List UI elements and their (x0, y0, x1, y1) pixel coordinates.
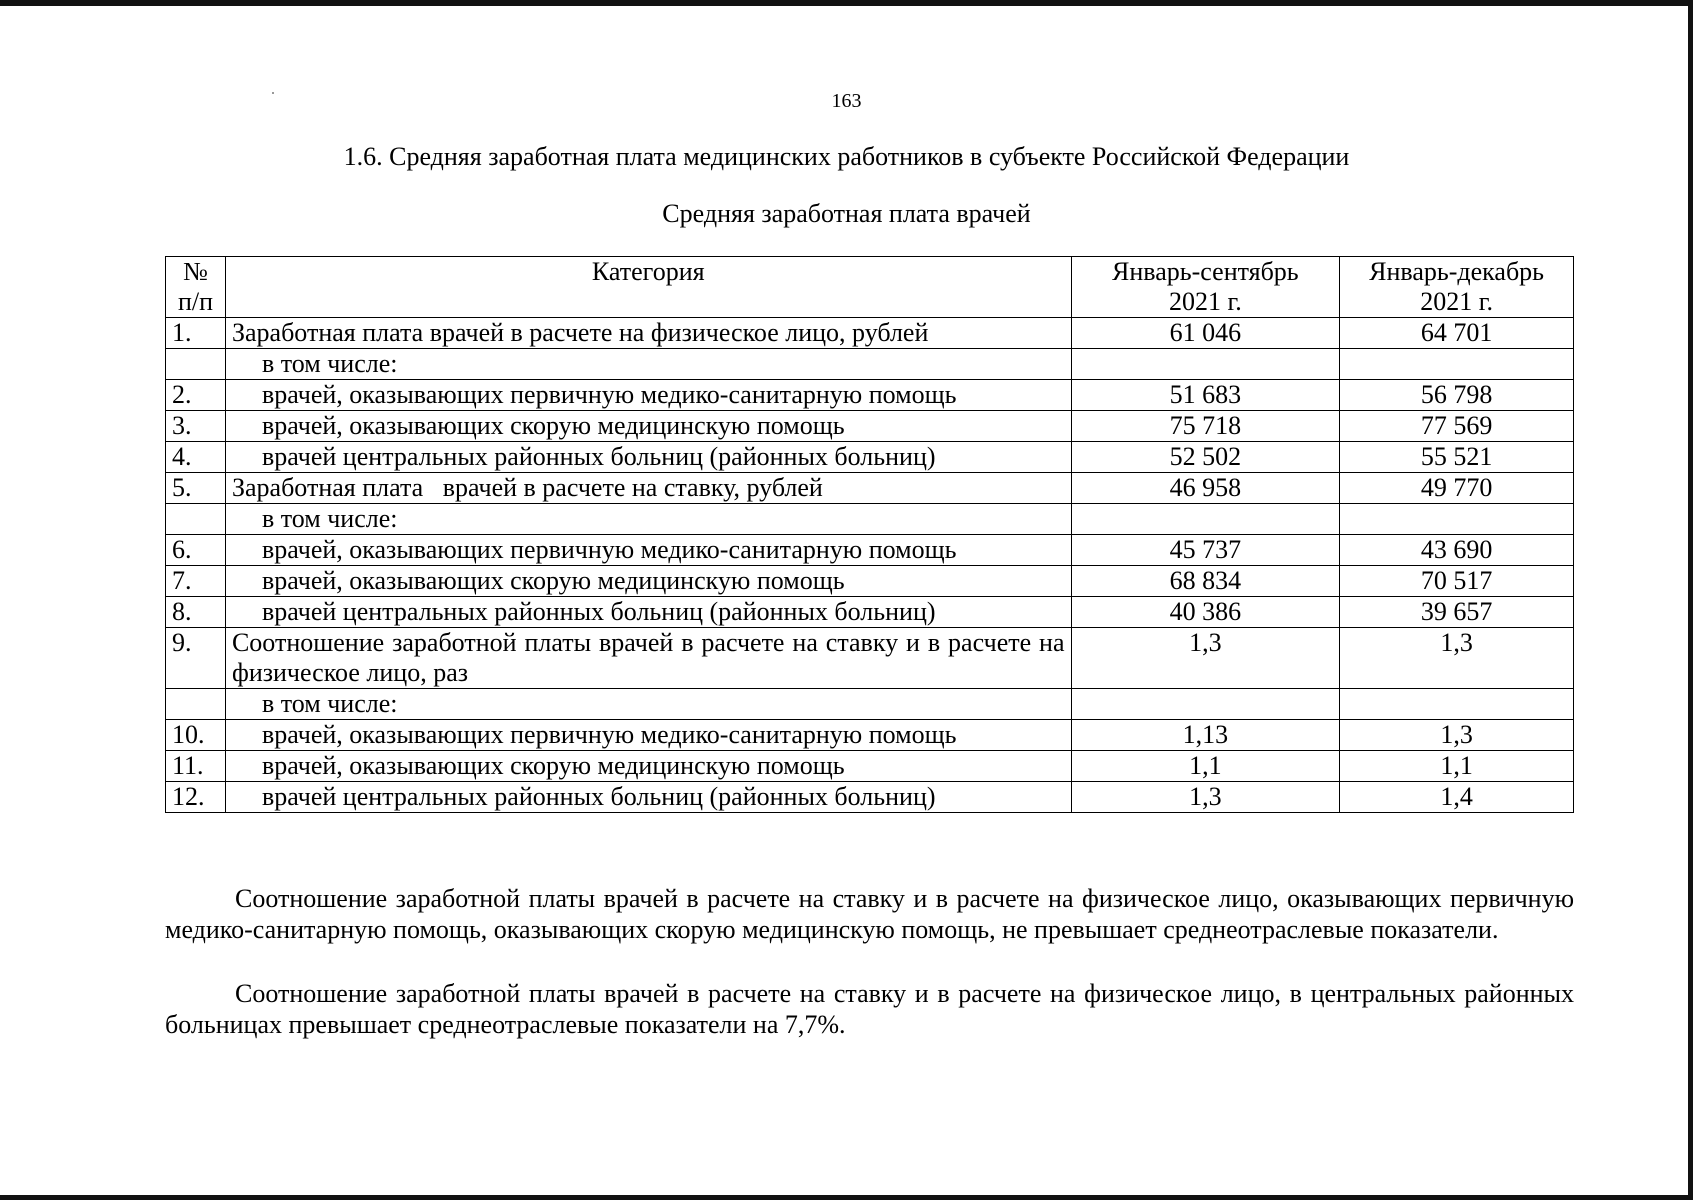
row-category: врачей центральных районных больниц (районных больниц) (225, 782, 1071, 813)
row-value-jan-dec: 1,3 (1340, 720, 1574, 751)
row-number: 2. (166, 380, 226, 411)
row-value-jan-sep: 51 683 (1071, 380, 1340, 411)
row-value-jan-sep: 52 502 (1071, 442, 1340, 473)
row-category: врачей, оказывающих скорую медицинскую помощь (225, 751, 1071, 782)
row-value-jan-dec: 1,4 (1340, 782, 1574, 813)
row-value-jan-sep: 1,3 (1071, 782, 1340, 813)
row-value-jan-sep (1071, 349, 1340, 380)
row-category: врачей, оказывающих первичную медико-санитарную помощь (225, 720, 1071, 751)
row-value-jan-dec: 77 569 (1340, 411, 1574, 442)
scan-border-top (0, 0, 1693, 6)
row-value-jan-dec: 56 798 (1340, 380, 1574, 411)
row-number: 1. (166, 318, 226, 349)
header-jan-sep-line1: Январь-сентябрь (1112, 257, 1299, 286)
table-row (166, 442, 1574, 473)
row-value-jan-dec: 39 657 (1340, 597, 1574, 628)
table-row (166, 597, 1574, 628)
row-category: врачей центральных районных больниц (районных больниц) (225, 597, 1071, 628)
scan-border-right (1688, 0, 1693, 1200)
row-value-jan-dec: 64 701 (1340, 318, 1574, 349)
table-row (166, 318, 1574, 349)
row-value-jan-sep (1071, 689, 1340, 720)
table-row (166, 720, 1574, 751)
table-header-row (166, 257, 1574, 318)
row-value-jan-sep: 40 386 (1071, 597, 1340, 628)
row-value-jan-sep: 75 718 (1071, 411, 1340, 442)
row-value-jan-dec (1340, 504, 1574, 535)
row-number (166, 689, 226, 720)
scan-border-bottom (0, 1195, 1693, 1200)
table-row (166, 349, 1574, 380)
header-number-line2: п/п (177, 287, 214, 316)
table-row (166, 566, 1574, 597)
row-category: Соотношение заработной платы врачей в расчете на ставку и в расчете на физическое лицо, раз (225, 628, 1071, 689)
row-value-jan-dec: 1,1 (1340, 751, 1574, 782)
table-row (166, 628, 1574, 689)
row-category: в том числе: (225, 689, 1071, 720)
row-value-jan-sep: 45 737 (1071, 535, 1340, 566)
row-number: 3. (166, 411, 226, 442)
row-number: 9. (166, 628, 226, 689)
header-number-line1: № (183, 257, 208, 286)
salary-table (165, 256, 1574, 813)
row-category: врачей, оказывающих первичную медико-санитарную помощь (225, 535, 1071, 566)
row-value-jan-dec: 1,3 (1340, 628, 1574, 689)
row-number: 5. (166, 473, 226, 504)
row-value-jan-dec (1340, 689, 1574, 720)
row-value-jan-dec: 49 770 (1340, 473, 1574, 504)
table-row (166, 751, 1574, 782)
row-value-jan-dec: 43 690 (1340, 535, 1574, 566)
row-category: Заработная плата врачей в расчете на ставку, рублей (225, 473, 1071, 504)
row-value-jan-sep: 1,3 (1071, 628, 1340, 689)
page-number: 163 (831, 90, 862, 112)
row-category: врачей, оказывающих первичную медико-санитарную помощь (225, 380, 1071, 411)
row-value-jan-dec: 70 517 (1340, 566, 1574, 597)
row-category: Заработная плата врачей в расчете на физическое лицо, рублей (225, 318, 1071, 349)
note-paragraph-1: Соотношение заработной платы врачей в расчете на ставку и в расчете на физическое лицо, оказывающих первичную медико-санитарную помощь, оказывающих скорую медицинскую помощь, не превышает среднеотраслевые показатели. (165, 884, 1574, 944)
header-jan-sep (1071, 257, 1340, 318)
row-number (166, 349, 226, 380)
row-number (166, 504, 226, 535)
header-jan-dec (1340, 257, 1574, 318)
table-row (166, 504, 1574, 535)
row-value-jan-sep: 1,13 (1071, 720, 1340, 751)
header-jan-dec-line1: Январь-декабрь (1369, 257, 1545, 286)
row-number: 10. (166, 720, 226, 751)
table-row (166, 689, 1574, 720)
row-number: 8. (166, 597, 226, 628)
row-value-jan-sep: 61 046 (1071, 318, 1340, 349)
row-number: 12. (166, 782, 226, 813)
header-jan-dec-line2: 2021 г. (1420, 287, 1493, 316)
header-category: Категория (225, 257, 1071, 318)
table-row (166, 473, 1574, 504)
row-category: в том числе: (225, 349, 1071, 380)
row-number: 6. (166, 535, 226, 566)
table-row (166, 411, 1574, 442)
row-category: врачей, оказывающих скорую медицинскую помощь (225, 566, 1071, 597)
row-value-jan-sep: 46 958 (1071, 473, 1340, 504)
row-number: 11. (166, 751, 226, 782)
row-value-jan-sep (1071, 504, 1340, 535)
row-category: врачей центральных районных больниц (районных больниц) (225, 442, 1071, 473)
row-value-jan-sep: 68 834 (1071, 566, 1340, 597)
row-number: 4. (166, 442, 226, 473)
row-category: врачей, оказывающих скорую медицинскую помощь (225, 411, 1071, 442)
row-number: 7. (166, 566, 226, 597)
table-row (166, 535, 1574, 566)
row-category: в том числе: (225, 504, 1071, 535)
table-row (166, 380, 1574, 411)
header-jan-sep-line2: 2021 г. (1169, 287, 1242, 316)
section-title: 1.6. Средняя заработная плата медицинских работников в субъекте Российской Федерации (343, 142, 1350, 171)
row-value-jan-dec (1340, 349, 1574, 380)
table-title: Средняя заработная плата врачей (662, 199, 1031, 228)
header-number (166, 257, 226, 318)
table-row (166, 782, 1574, 813)
note-paragraph-2: Соотношение заработной платы врачей в расчете на ставку и в расчете на физическое лицо, в центральных районных больницах превышает среднеотраслевые показатели на 7,7%. (165, 979, 1574, 1039)
row-value-jan-sep: 1,1 (1071, 751, 1340, 782)
row-value-jan-dec: 55 521 (1340, 442, 1574, 473)
